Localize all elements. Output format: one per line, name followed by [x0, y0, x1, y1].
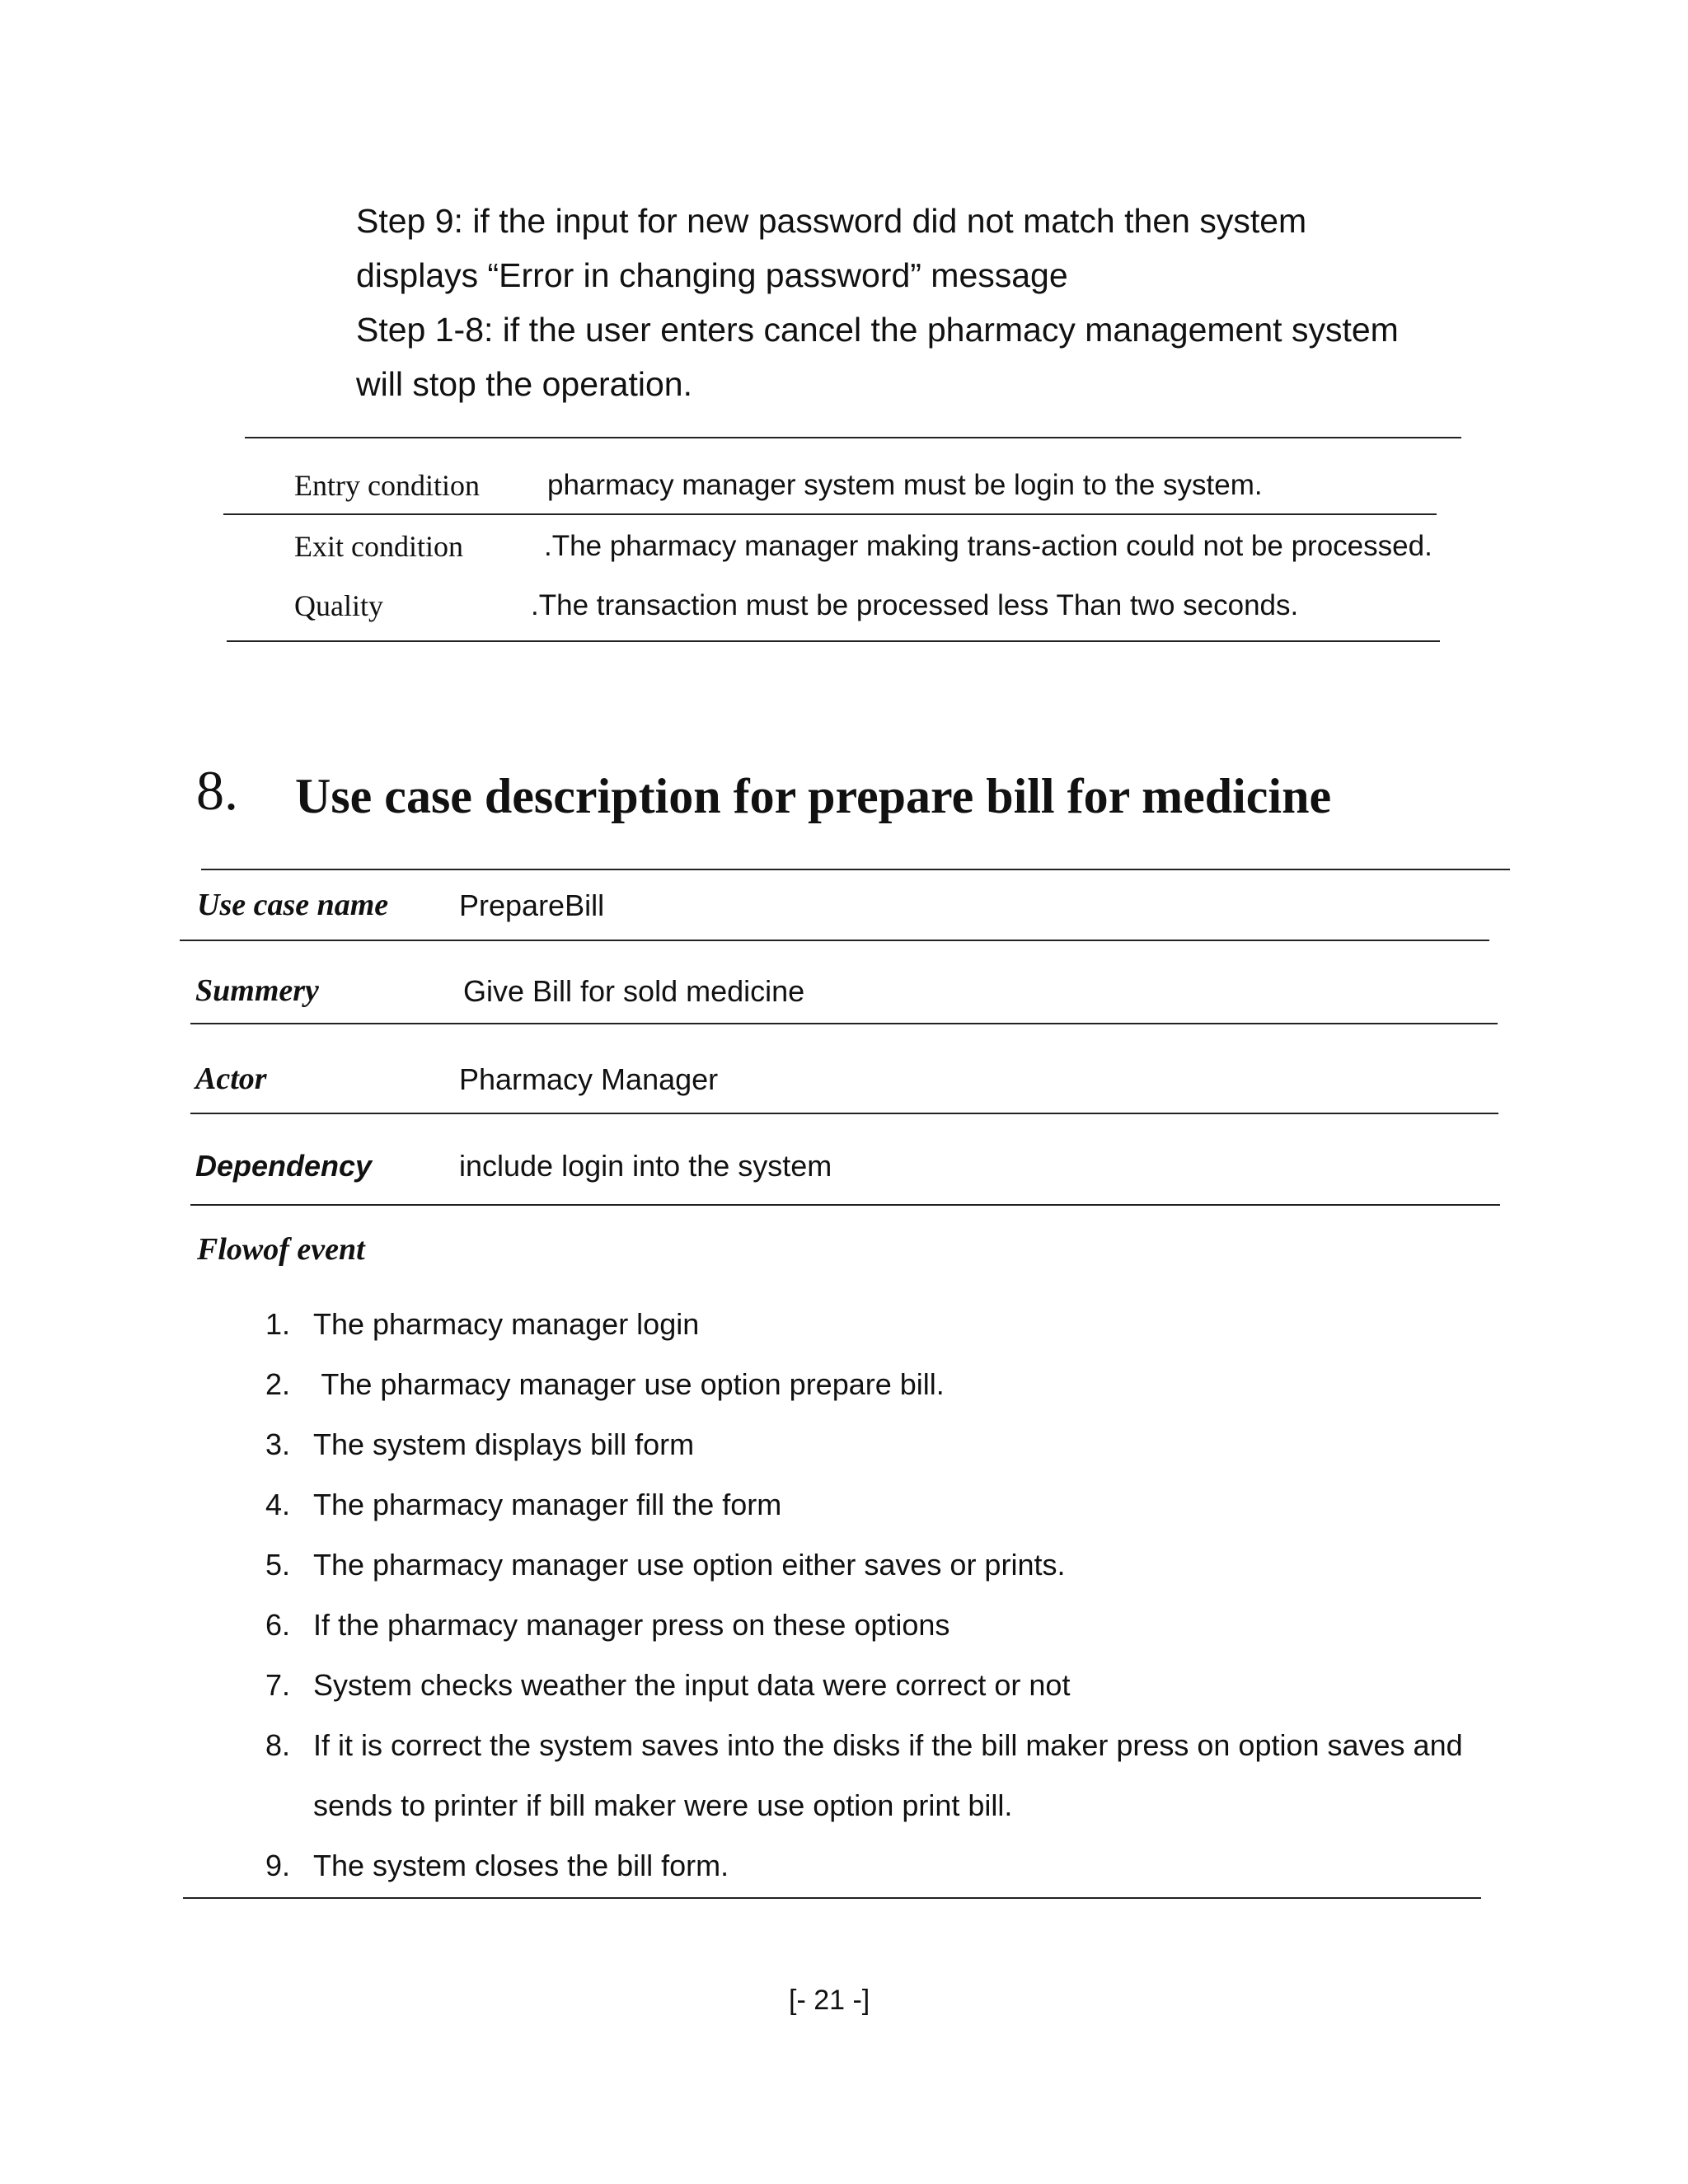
list-item	[247, 1835, 1533, 1896]
list-item-number: 1.	[265, 1307, 291, 1341]
list-item-text: If it is correct the system saves into the disks if the bill maker press on option saves and	[313, 1728, 1463, 1762]
entry-condition-value: pharmacy manager system must be login to the system.	[547, 469, 1263, 501]
list-item	[247, 1474, 1533, 1535]
step-9-line-2: displays “Error in changing password” message	[356, 256, 1068, 294]
page-number: [- 21 -]	[789, 1985, 870, 2016]
exit-condition-label: Exit condition	[294, 530, 463, 563]
list-item	[247, 1655, 1533, 1715]
use-case-bottom-rule	[183, 1897, 1481, 1899]
use-case-top-rule	[201, 869, 1510, 870]
list-item	[247, 1595, 1533, 1655]
actor-value: Pharmacy Manager	[459, 1062, 719, 1096]
list-item-number: 2.	[265, 1367, 291, 1401]
list-item-text: The pharmacy manager use option either saves or prints.	[313, 1548, 1066, 1582]
list-item	[247, 1535, 1533, 1595]
actor-label: Actor	[195, 1062, 267, 1096]
conditions-top-rule	[245, 437, 1461, 438]
list-item-number: 5.	[265, 1548, 291, 1582]
list-item-text: The pharmacy manager fill the form	[313, 1488, 782, 1521]
entry-condition-label: Entry condition	[294, 469, 480, 502]
list-item-number: 4.	[265, 1488, 291, 1521]
list-item-text: The system displays bill form	[313, 1427, 695, 1461]
list-item-text: System checks weather the input data were correct or not	[313, 1668, 1071, 1702]
dependency-label: Dependency	[195, 1149, 373, 1183]
use-case-rule-2	[190, 1023, 1498, 1024]
use-case-rule-4	[190, 1204, 1500, 1206]
list-item-number: 8.	[265, 1728, 291, 1762]
step-1-8-line-2: will stop the operation.	[356, 365, 692, 403]
section-title: Use case description for prepare bill for medicine	[295, 769, 1332, 823]
list-item-number: 7.	[265, 1668, 291, 1702]
list-item-text: If the pharmacy manager press on these options	[313, 1608, 950, 1642]
conditions-bottom-rule	[227, 640, 1440, 642]
use-case-name-label: Use case name	[197, 888, 389, 922]
list-item-text: The pharmacy manager use option prepare bill.	[313, 1367, 945, 1401]
list-item-number: 9.	[265, 1849, 291, 1882]
list-item	[247, 1715, 1533, 1835]
list-item-text: The pharmacy manager login	[313, 1307, 700, 1341]
list-item	[247, 1294, 1533, 1354]
list-item	[247, 1354, 1533, 1414]
quality-label: Quality	[294, 589, 383, 622]
flow-of-event-label: Flowof event	[197, 1232, 365, 1267]
exit-condition-value: .The pharmacy manager making trans-action could not be processed.	[544, 530, 1432, 562]
list-item	[247, 1414, 1533, 1474]
summery-label: Summery	[195, 973, 319, 1008]
list-item-text: The system closes the bill form.	[313, 1849, 729, 1882]
list-item-text-continued: sends to printer if bill maker were use option print bill.	[313, 1788, 1013, 1822]
flow-of-event-list	[247, 1294, 1533, 1896]
section-number: 8.	[196, 759, 238, 822]
list-item-number: 3.	[265, 1427, 291, 1461]
quality-value: .The transaction must be processed less Than two seconds.	[531, 589, 1299, 621]
dependency-value: include login into the system	[459, 1149, 832, 1183]
summery-value: Give Bill for sold medicine	[463, 974, 805, 1008]
use-case-name-value: PrepareBill	[459, 888, 605, 922]
use-case-rule-3	[190, 1113, 1498, 1114]
step-1-8-line-1: Step 1-8: if the user enters cancel the pharmacy management system	[356, 311, 1399, 349]
use-case-rule-1	[180, 940, 1489, 941]
step-9-line-1: Step 9: if the input for new password did not match then system	[356, 202, 1307, 240]
conditions-middle-rule	[223, 513, 1437, 515]
list-item-number: 6.	[265, 1608, 291, 1642]
